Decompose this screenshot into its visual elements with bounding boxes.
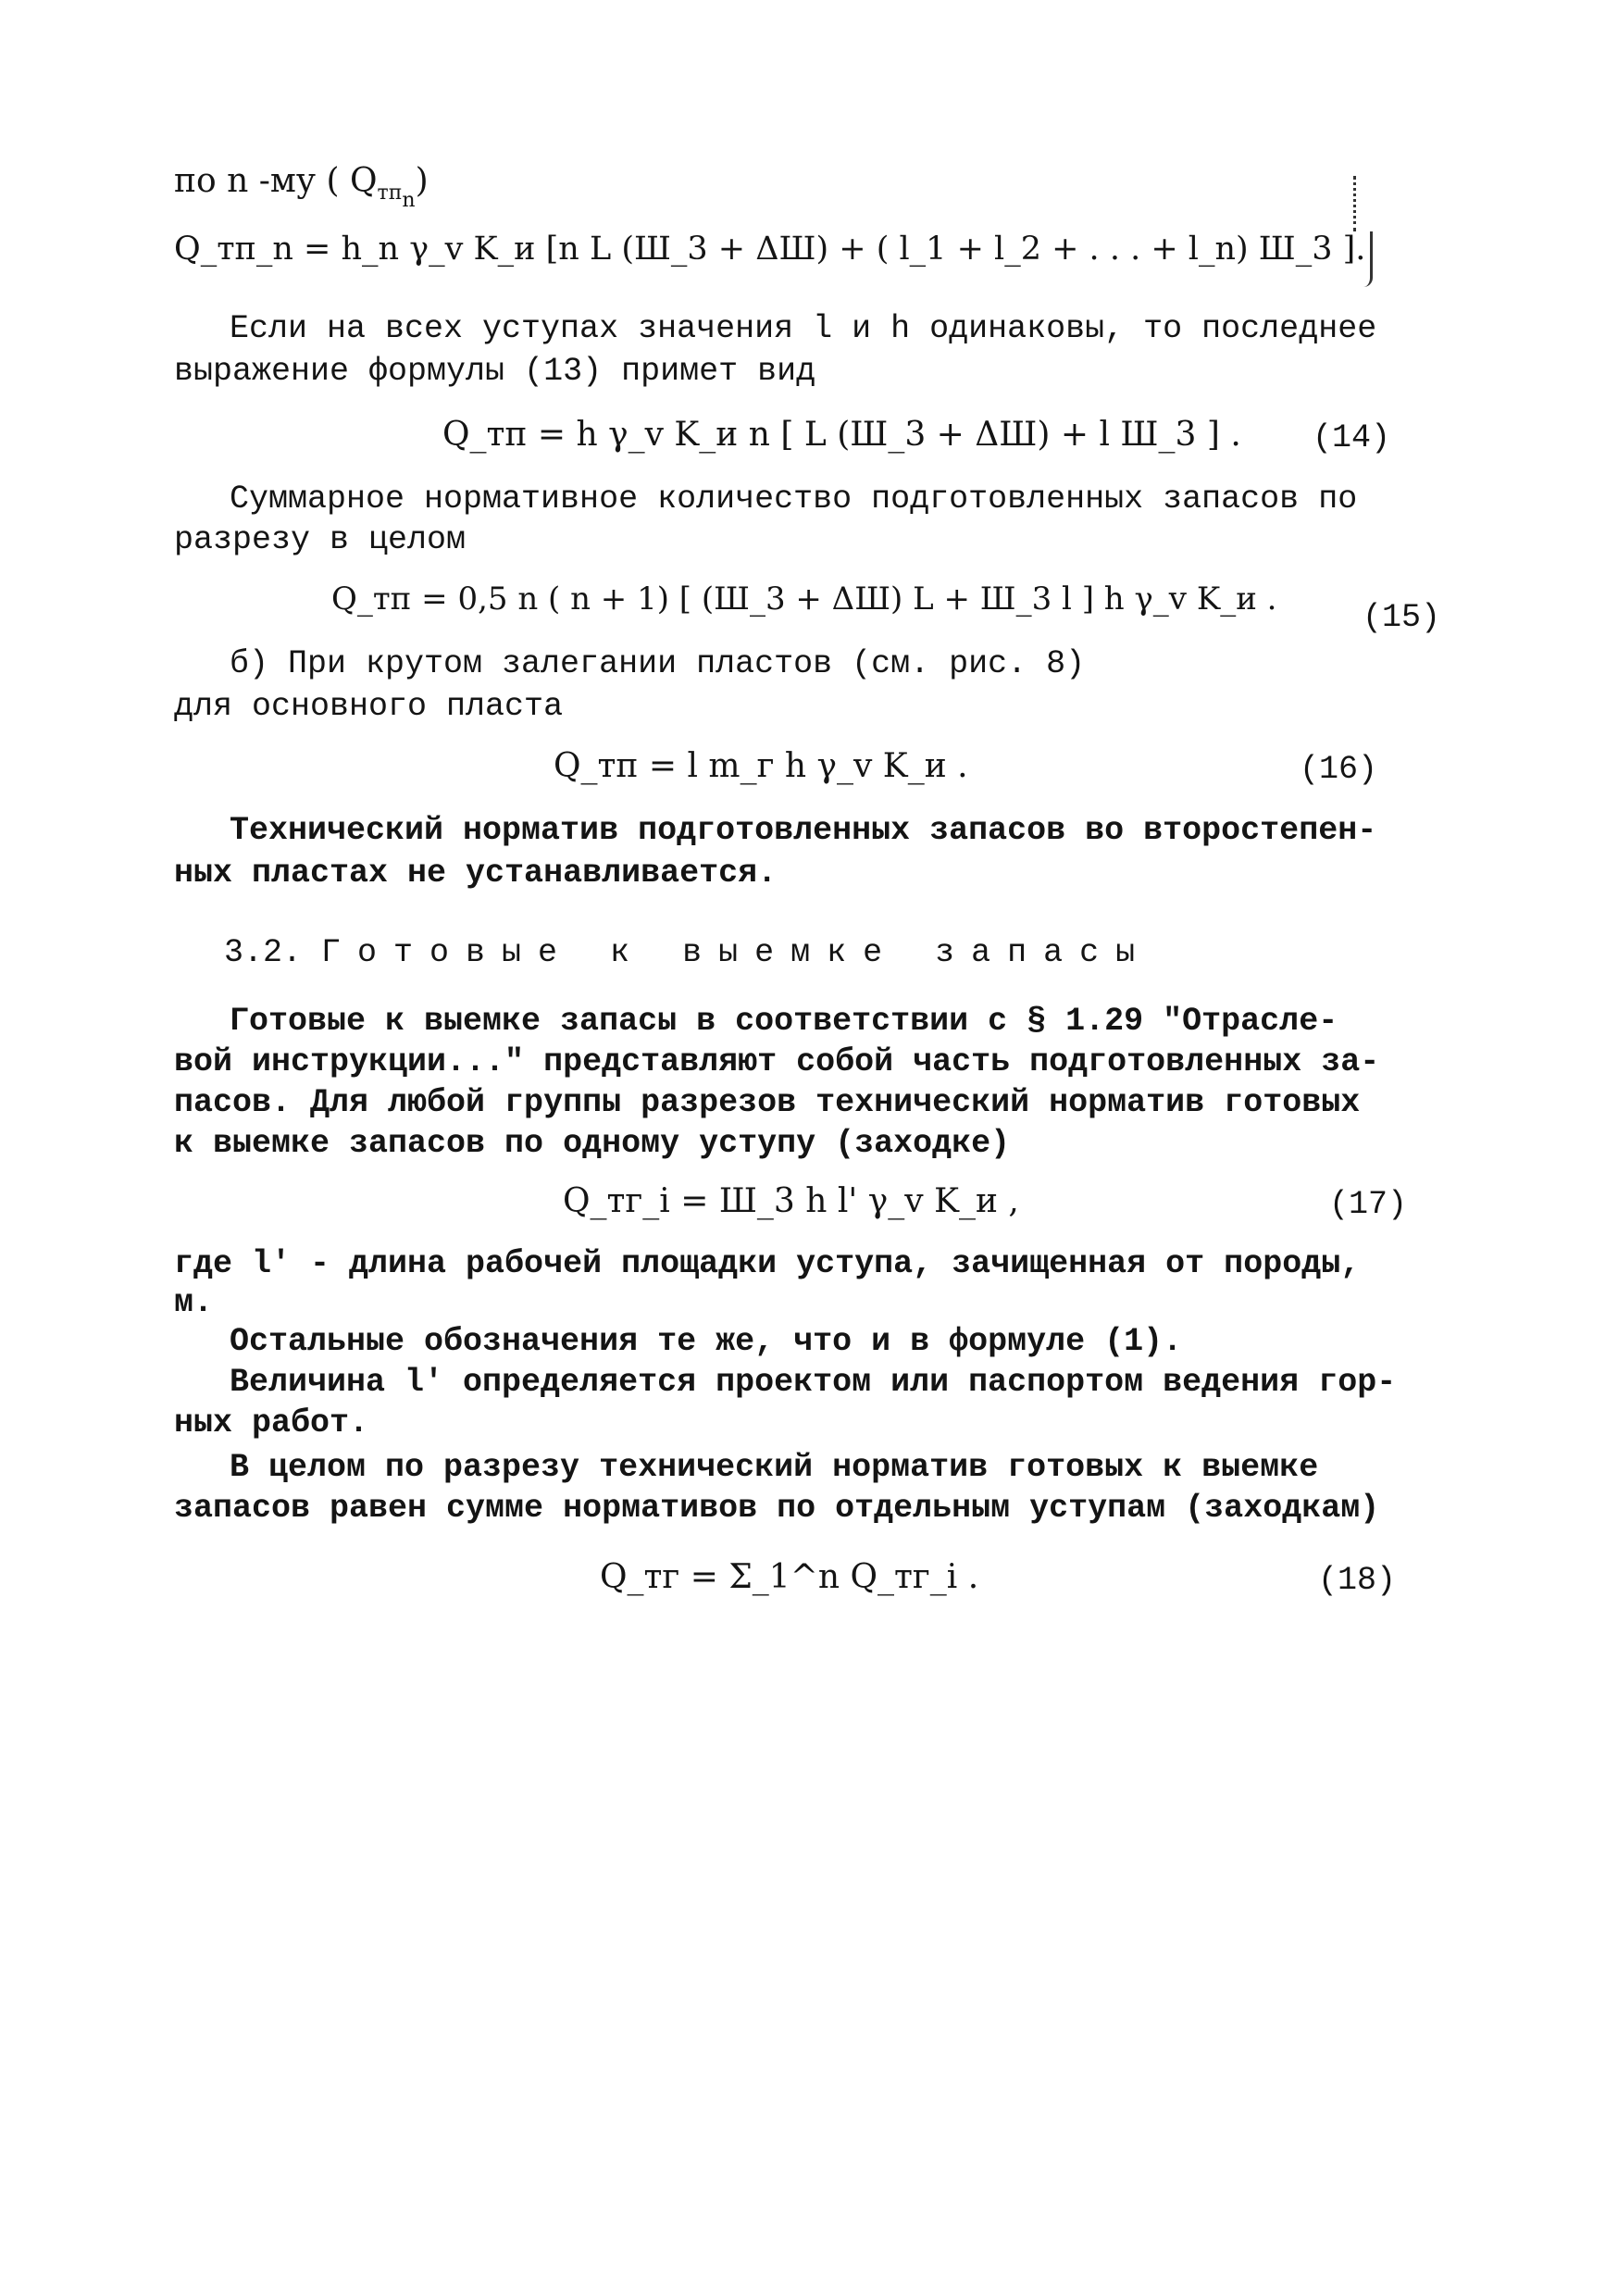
equation-16: Q_тп = l m_г h γ_v K_и . bbox=[554, 747, 968, 785]
p4-line-1: Технический норматив подготовленных запасов во второстепен- bbox=[230, 812, 1377, 849]
p5-line-4: к выемке запасов по одному уступу (заходке) bbox=[174, 1125, 1011, 1162]
p6-line-2: м. bbox=[174, 1284, 214, 1321]
equation-15: Q_тп = 0,5 n ( n + 1) [ (Ш_3 + ΔШ) L + Ш_3 l ] h γ_v K_и . bbox=[331, 580, 1277, 618]
p8-line-2: запасов равен сумме нормативов по отдельным уступам (заходкам) bbox=[174, 1490, 1380, 1527]
equation-18: Q_тг = Σ_1^n Q_тг_i . bbox=[600, 1558, 979, 1596]
p7-line-3: ных работ. bbox=[174, 1404, 369, 1441]
brace-end bbox=[1361, 231, 1373, 287]
p5-line-3: пасов. Для любой группы разрезов технический норматив готовых bbox=[174, 1084, 1361, 1121]
p7-line-2: Величина l' определяется проектом или паспортом ведения гор- bbox=[230, 1364, 1397, 1401]
equation-15-number: (15) bbox=[1363, 599, 1441, 636]
equation-16-number: (16) bbox=[1300, 751, 1378, 788]
equation-14-number: (14) bbox=[1313, 419, 1391, 456]
p2-line-1: Суммарное нормативное количество подготовленных запасов по bbox=[230, 480, 1358, 518]
equation-14: Q_тп = h γ_v K_и n [ L (Ш_3 + ΔШ) + l Ш_3 ] . bbox=[442, 416, 1241, 454]
section-heading bbox=[224, 934, 1152, 971]
brace-dots bbox=[1353, 176, 1356, 231]
p6-line-1: где l' - длина рабочей площадки уступа, зачищенная от породы, bbox=[174, 1245, 1361, 1282]
equation-17-number: (17) bbox=[1329, 1186, 1408, 1223]
p1-line-1: Если на всех уступах значения l и h одинаковы, то последнее bbox=[230, 310, 1377, 347]
p3-line-1: б) При крутом залегании пластов (см. рис. 8) bbox=[230, 645, 1086, 682]
block1-formula: Q_тп_n = h_n γ_v K_и [n L (Ш_3 + ΔШ) + ( l_1 + l_2 + . . . + l_n) Ш_3 ]. bbox=[174, 231, 1366, 268]
p2-line-2: разрезу в целом bbox=[174, 521, 467, 558]
p1-line-2: выражение формулы (13) примет вид bbox=[174, 353, 816, 390]
section-title: Готовые к выемке запасы bbox=[321, 934, 1152, 971]
p3-line-2: для основного пласта bbox=[174, 688, 564, 725]
section-number: 3.2. bbox=[224, 934, 303, 971]
equation-17: Q_тг_i = Ш_3 h l' γ_v K_и , bbox=[563, 1182, 1019, 1220]
p8-line-1: В целом по разрезу технический норматив готовых к выемке bbox=[230, 1449, 1319, 1486]
p5-line-1: Готовые к выемке запасы в соответствии с § 1.29 "Отрасле- bbox=[230, 1003, 1338, 1040]
equation-18-number: (18) bbox=[1318, 1562, 1397, 1599]
block1-intro: по n -му ( $Q_{тп_n}$) bbox=[174, 162, 429, 212]
p5-line-2: вой инструкции..." представляют собой часть подготовленных за- bbox=[174, 1043, 1380, 1080]
p7-line-1: Остальные обозначения те же, что и в формуле (1). bbox=[230, 1323, 1183, 1360]
p4-line-2: ных пластах не устанавливается. bbox=[174, 855, 778, 892]
